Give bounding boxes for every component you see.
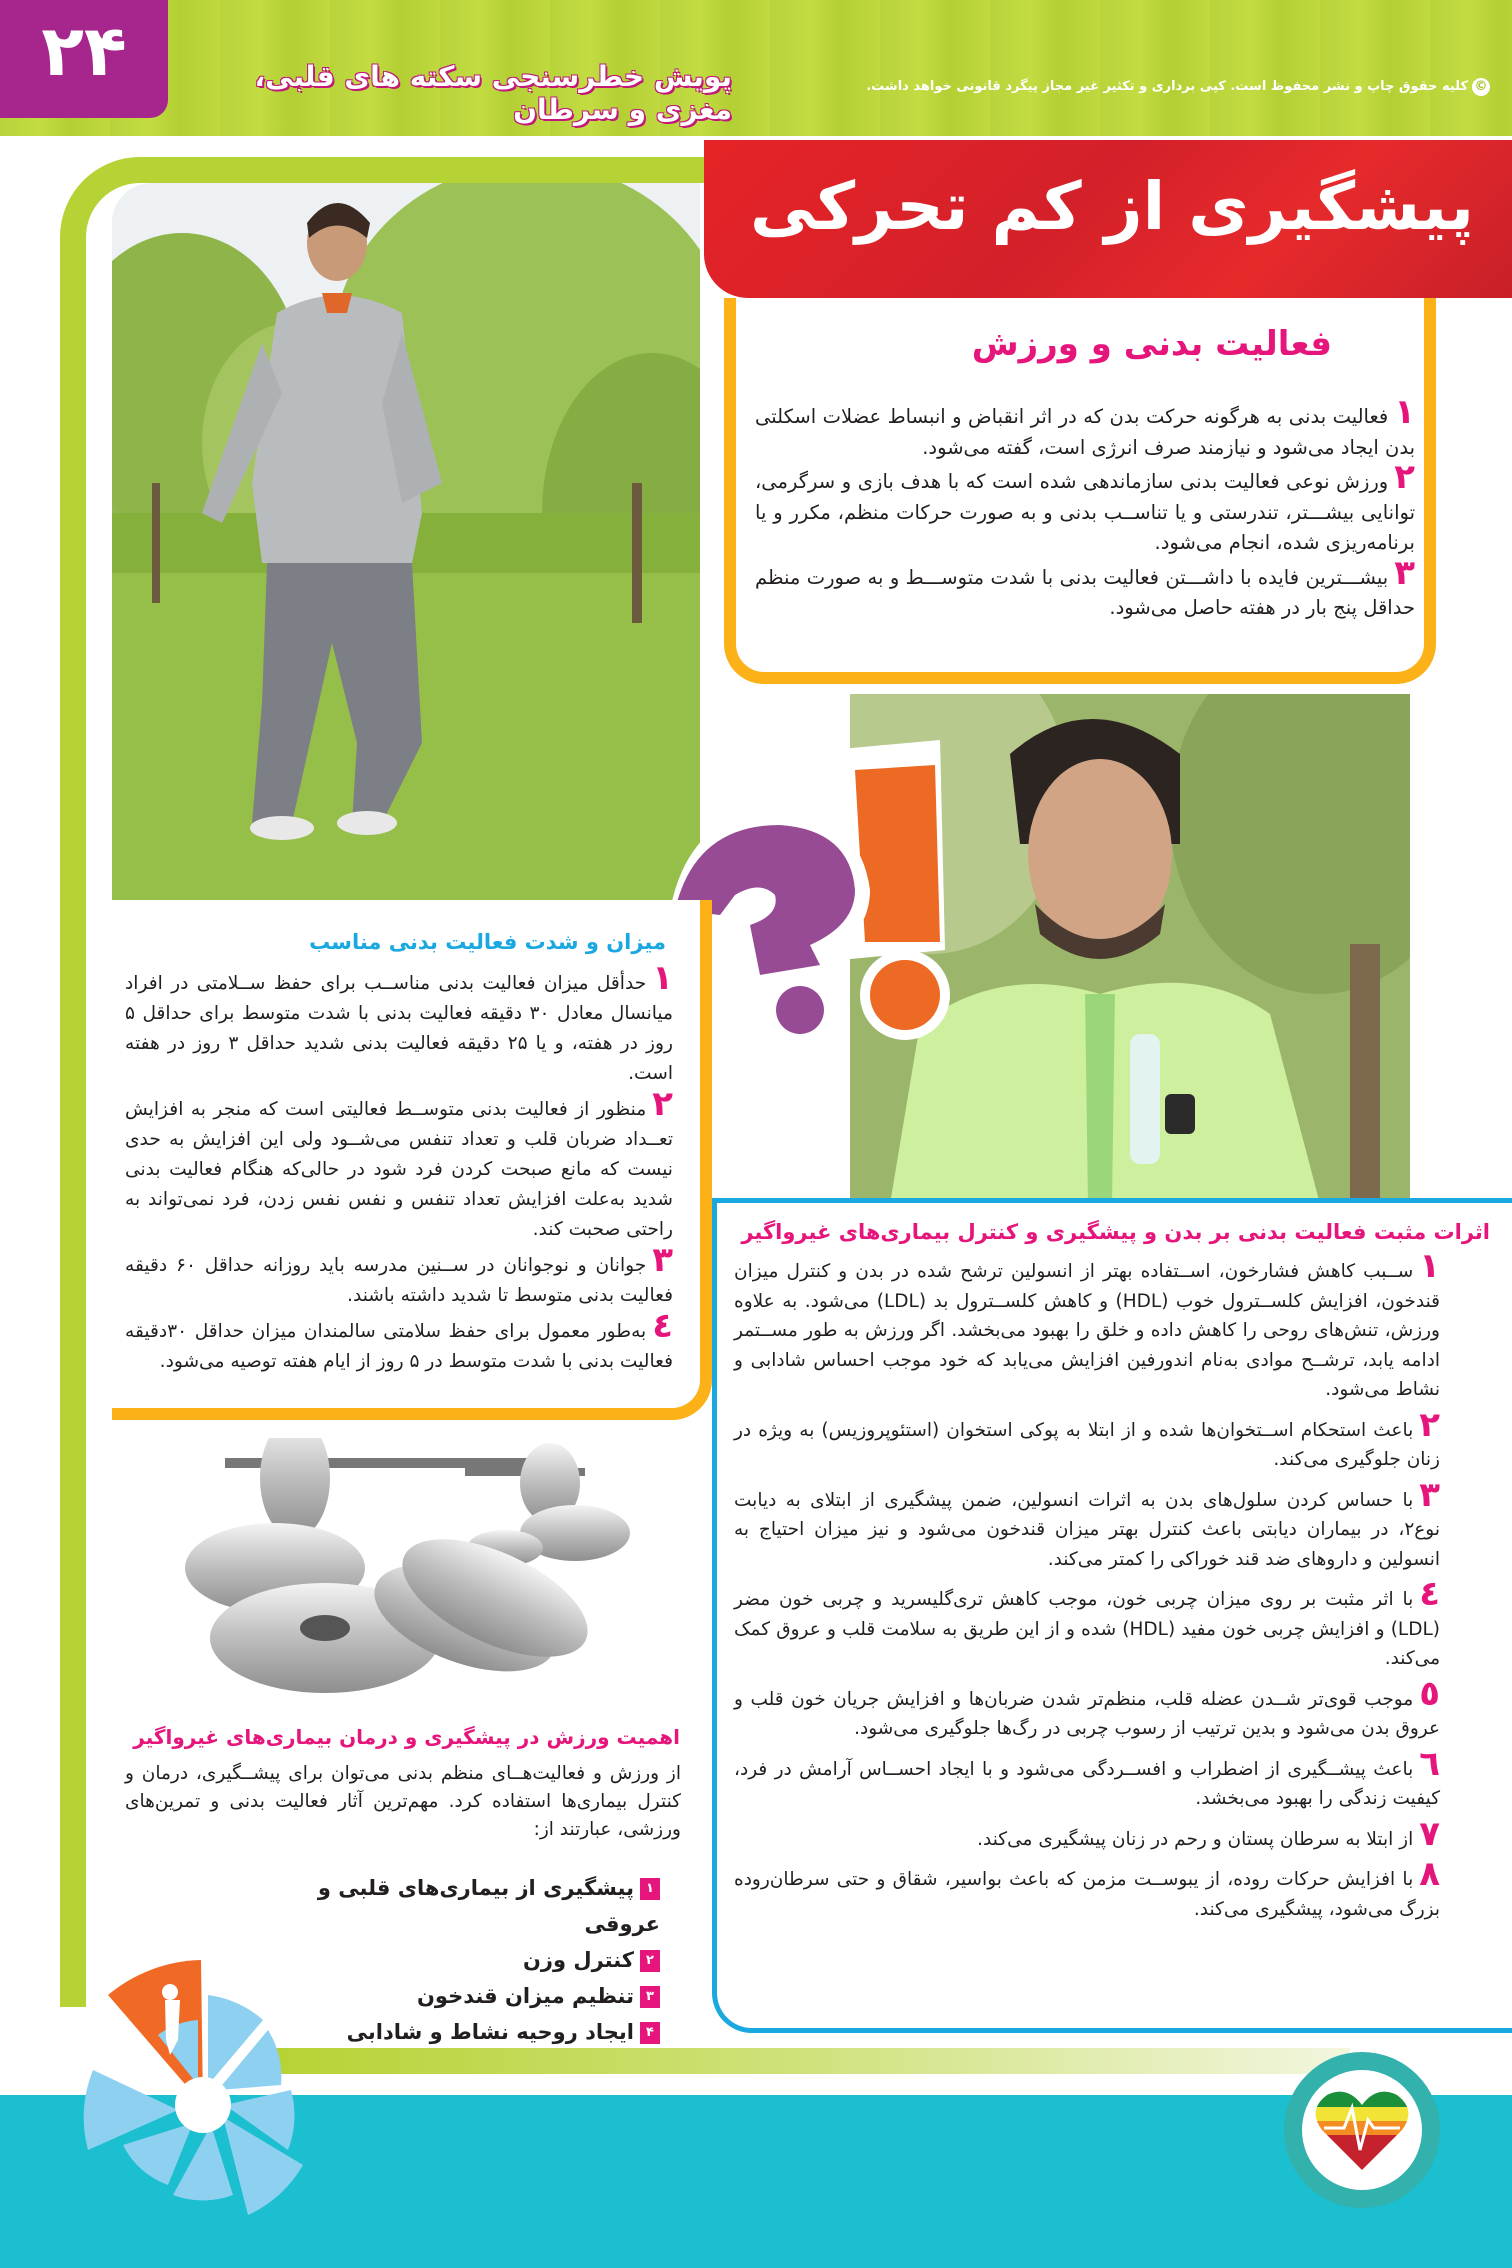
list-item bbox=[755, 552, 1415, 624]
list-item bbox=[755, 457, 1415, 559]
item-number: ۳ bbox=[1419, 1474, 1440, 1515]
campaign-logo bbox=[1282, 2050, 1442, 2210]
item-text: جوانان و نوجوانان در ســنین مدرسه باید روزانه حداقل ۶۰ دقیقه فعالیت بدنی متوسط تا شدید داشته باشند. bbox=[125, 1255, 673, 1306]
item-text: ورزش نوعی فعالیت بدنی سازماندهی شده است که با هدف بازی و سرگرمی، توانایی بیشـــتر، تندرستی و یا تناســب بدنی و به صورت حرکات منظم، مکرر و یا برنامه‌ریزی شده، انجام می‌شود. bbox=[755, 470, 1415, 554]
section-activity-intensity-body bbox=[125, 958, 673, 1382]
health-wheel-illustration bbox=[70, 1920, 330, 2220]
item-number: ٦ bbox=[1419, 1743, 1440, 1784]
item-number: ۴ bbox=[640, 2022, 660, 2044]
item-text: به‌طور معمول برای حفظ سلامتی سالمندان میزان حداقل ۳۰دقیقه فعالیت بدنی با شدت متوسط در ۵ روز از ایام هفته توصیه می‌شود. bbox=[125, 1321, 673, 1372]
item-text: با افزایش حرکات روده، از یبوســت مزمن که باعث بواسیر، شقاق و حتی سرطان‌روده بزرگ می‌شود، پیشگیری می‌کند. bbox=[734, 1869, 1440, 1920]
copyright-text: کلیه حقوق چاپ و نشر محفوظ است. کپی برداری و تکثیر غیر مجاز پیگرد قانونی خواهد داشت. bbox=[866, 79, 1468, 94]
copyright-notice bbox=[860, 78, 1490, 96]
section-heading-physical-activity: فعالیت بدنی و ورزش bbox=[971, 324, 1332, 364]
list-item bbox=[125, 1240, 673, 1311]
item-text: پیشگیری از بیماری‌های قلبی و عروقی bbox=[317, 1876, 660, 1936]
dumbbells-image bbox=[175, 1438, 695, 1698]
item-number: ۲ bbox=[652, 1084, 673, 1124]
list-item bbox=[125, 1084, 673, 1245]
item-number: ۱ bbox=[1419, 1246, 1440, 1286]
item-number: ٥ bbox=[1419, 1673, 1440, 1714]
item-number: ۲ bbox=[1419, 1404, 1440, 1445]
item-text: باعث استحکام اســتخوان‌ها شده و از ابتلا به پوکی استخوان (استئوپروزیس) به ویژه در زنان جلوگیری می‌کند. bbox=[734, 1419, 1440, 1470]
item-number: ۸ bbox=[1419, 1854, 1440, 1894]
salt-segment bbox=[123, 2123, 193, 2185]
section-exercise-importance-intro: از ورزش و فعالیت‌هــای منظم بدنی می‌توان برای پیشــگیری، درمان و کنترل بیماری‌ها استفاده کرد. مهم‌ترین آثار فعالیت بدنی و تمرین‌های ورزشی، عبارتند از: bbox=[125, 1763, 681, 1840]
section-heading-exercise-importance: اهمیت ورزش در پیشگیری و درمان بیماری‌های غیرواگیر bbox=[133, 1725, 680, 1749]
list-item bbox=[734, 1246, 1441, 1405]
section-heading-activity-intensity: میزان و شدت فعالیت بدنی مناسب bbox=[309, 930, 666, 954]
page-number: ۲۴ bbox=[41, 10, 127, 92]
item-text: منظور از فعالیت بدنی متوســط فعالیتی است که منجر به افزایش تعــداد ضربان قلب و تعداد تنفس می‌شــود ولی این افزایش به حدی نیست که مانع صبحت کردن فرد شود در حالی‌که هنگام فعالیت بدنی شدید به‌علت افزایش تعداد تنفس و نفس نفس زدن، فرد نمی‌تواند به راحتی صحبت کند. bbox=[125, 1099, 673, 1240]
item-number: ۱ bbox=[652, 958, 673, 998]
item-number: ۱ bbox=[1394, 392, 1415, 432]
photo-running-man bbox=[112, 183, 700, 903]
page-title: پیشگیری از کم تحرکی bbox=[749, 168, 1474, 245]
item-text: با حساس کردن سلول‌های بدن به اثرات انسولین، ضمن پیشگیری از ابتلای به دیابت نوع۲، در بیماران دیابتی باعث کنترل بهتر میزان قندخون می‌شود و نیز میزان احتیاج به انسولین و داروهای ضد قند خوراکی را کمتر می‌کند. bbox=[734, 1489, 1440, 1570]
item-text: ســبب کاهش فشارخون، اســتفاده بهتر از انسولین ترشح شده در بدن و کنترل میزان قندخون، افزایش کلســترول خوب (HDL) و کاهش کلســترول بد (LDL) می‌شود. به علاوه ورزش، تنش‌های روحی را کاهش داده و خلق را بهبود می‌بخشد. اگر ورزش به طور مســتمر ادامه یابد، ترشــح موادی به‌نام اندورفین افزایش می‌یابد که خود موجب احساس شادابی و نشاط می‌شود. bbox=[734, 1261, 1441, 1400]
item-text: بیشـــترین فایده با داشـــتن فعالیت بدنی با شدت متوســـط و به صورت منظم حداقل پنج بار در هفته حاصل می‌شود. bbox=[755, 565, 1415, 619]
list-item bbox=[734, 1743, 1440, 1814]
list-item bbox=[734, 1474, 1440, 1575]
list-item bbox=[734, 1574, 1440, 1674]
list-item bbox=[755, 392, 1415, 463]
list-item bbox=[125, 958, 673, 1089]
list-item bbox=[734, 1813, 1440, 1855]
item-number: ۳ bbox=[652, 1240, 673, 1280]
item-text: کنترل وزن bbox=[522, 1948, 634, 1972]
item-text: تنظیم میزان قندخون bbox=[416, 1984, 634, 2008]
item-number: ٤ bbox=[1419, 1574, 1440, 1614]
item-number: ۱ bbox=[640, 1878, 660, 1900]
item-text: ایجاد روحیه نشاط و شادابی bbox=[346, 2020, 634, 2044]
item-text: از ابتلا به سرطان پستان و رحم در زنان پیشگیری می‌کند. bbox=[977, 1828, 1414, 1850]
list-item bbox=[734, 1673, 1440, 1744]
item-text: حدأقل میزان فعالیت بدنی مناســب برای حفظ ســلامتی در افراد میانسال معادل ۳۰ دقیقه فعالیت بدنی با شدت متوسط برای حداقل ۵ روز در هفته، و یا ۲۵ دقیقه فعالیت بدنی شدید حداقل ۳ روز در هفته است. bbox=[125, 973, 673, 1084]
list-item bbox=[125, 1306, 673, 1377]
item-number: ۷ bbox=[1419, 1813, 1440, 1854]
running-man-illustration bbox=[112, 183, 700, 903]
item-number: ۲ bbox=[1394, 457, 1415, 497]
copyright-icon: © bbox=[1472, 78, 1490, 96]
item-text: موجب قوی‌تر شــدن عضله قلب، منظم‌تر شدن ضربان‌ها و افزایش جریان خون قلب و عروق بدن می‌شود و بدین ترتیب از رسوب چربی در رگ‌ها جلوگیری می‌شود. bbox=[734, 1688, 1440, 1739]
section-physical-activity-body bbox=[755, 392, 1415, 624]
item-number: ۳ bbox=[640, 1986, 660, 2008]
dumbbells-illustration bbox=[175, 1438, 695, 1698]
book-title: پویش خطرسنجی سکته های قلبی، مغزی و سرطان bbox=[254, 60, 732, 126]
section-positive-effects-body bbox=[734, 1246, 1441, 1934]
section-heading-positive-effects: اثرات مثبت فعالیت بدنی بر بدن و پیشگیری و کنترل بیماری‌های غیرواگیر bbox=[741, 1220, 1490, 1244]
item-text: فعالیت بدنی به هرگونه حرکت بدن که در اثر انقباض و انبساط عضلات اسکلتی بدن ایجاد می‌شود و نیازمند صرف انرژی است، گفته می‌شود. bbox=[755, 405, 1415, 459]
health-icons-wheel bbox=[70, 1920, 330, 2220]
heart-logo-icon bbox=[1282, 2050, 1442, 2210]
item-text: باعث پیشــگیری از اضطراب و افســردگی می‌شود و با ایجاد احســاس آرامش در فرد، کیفیت زندگی را بهبود می‌بخشد. bbox=[734, 1758, 1440, 1809]
green-bottom-bar bbox=[270, 2048, 1350, 2074]
list-item bbox=[734, 1854, 1440, 1924]
item-number: ۳ bbox=[1394, 552, 1415, 593]
item-number: ٤ bbox=[652, 1306, 673, 1346]
item-number: ۲ bbox=[640, 1950, 660, 1972]
item-text: با اثر مثبت بر روی میزان چربی خون، موجب کاهش تری‌گلیسرید و چربی خون مضر (LDL) و افزایش چربی خون مفید (HDL) شده و از این طریق به سلامت قلب و عروق کمک می‌کند. bbox=[734, 1589, 1440, 1669]
list-item bbox=[734, 1404, 1440, 1475]
